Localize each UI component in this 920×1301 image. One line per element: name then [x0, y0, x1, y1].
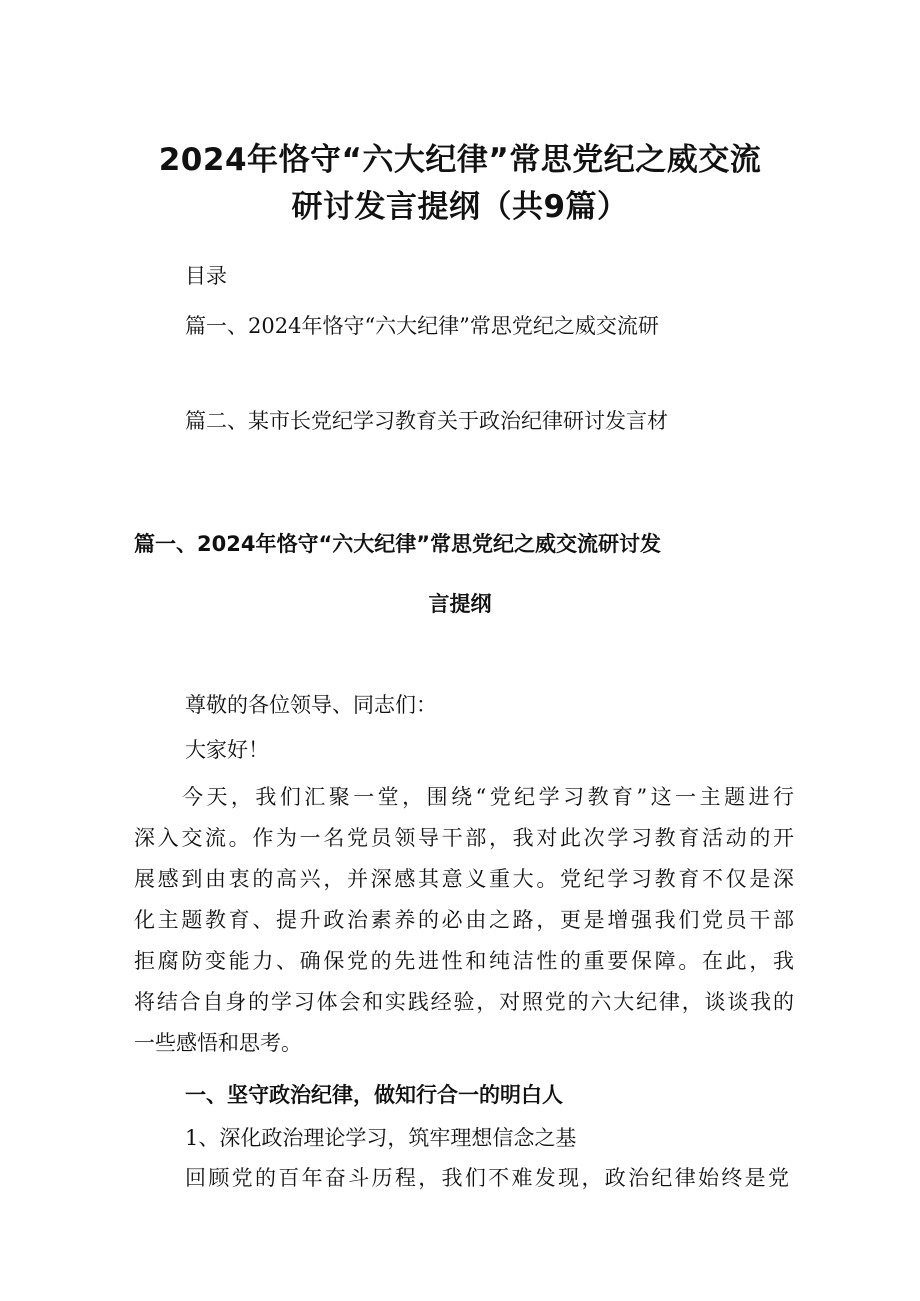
- paragraph-line: 化主题教育、提升政治素养的必由之路，更是增强我们党员干部: [134, 908, 794, 932]
- paragraph-line: 拒腐防变能力、确保党的先进性和纯洁性的重要保障。在此，我: [134, 949, 794, 973]
- toc-item-2[interactable]: 篇二、某市长党纪学习教育关于政治纪律研讨发言材: [185, 409, 668, 433]
- paragraph-line: 展感到由衷的高兴，并深感其意义重大。党纪学习教育不仅是深: [134, 867, 794, 891]
- subheading-theory-study: 1、深化政治理论学习，筑牢理想信念之基: [185, 1126, 577, 1150]
- toc-item-1[interactable]: 篇一、2024年恪守“六大纪律”常思党纪之威交流研: [185, 314, 659, 338]
- heading-political-discipline: 一、坚守政治纪律，做知行合一的明白人: [185, 1083, 563, 1107]
- document-title-line-1: 2024年恪守“六大纪律”常思党纪之威交流: [158, 142, 762, 178]
- salutation: 尊敬的各位领导、同志们：: [185, 693, 437, 717]
- paragraph-line: 今天，我们汇聚一堂，围绕“党纪学习教育”这一主题进行: [182, 785, 794, 809]
- paragraph-line: 将结合自身的学习体会和实践经验，对照党的六大纪律，谈谈我的: [134, 990, 794, 1014]
- paragraph-line: 一些感悟和思考。: [134, 1031, 302, 1055]
- greeting-hello: 大家好！: [185, 738, 269, 762]
- section-title-line-2: 言提纲: [428, 592, 492, 616]
- body-paragraph-start: 回顾党的百年奋斗历程，我们不难发现，政治纪律始终是党: [185, 1166, 789, 1190]
- toc-heading: 目录: [185, 264, 227, 288]
- paragraph-line: 深入交流。作为一名党员领导干部，我对此次学习教育活动的开: [134, 826, 794, 850]
- section-title-line-1: 篇一、2024年恪守“六大纪律”常思党纪之威交流研讨发: [134, 532, 662, 556]
- intro-paragraph: [134, 777, 794, 1064]
- document-title-line-2: 研讨发言提纲（共9篇）: [291, 189, 629, 225]
